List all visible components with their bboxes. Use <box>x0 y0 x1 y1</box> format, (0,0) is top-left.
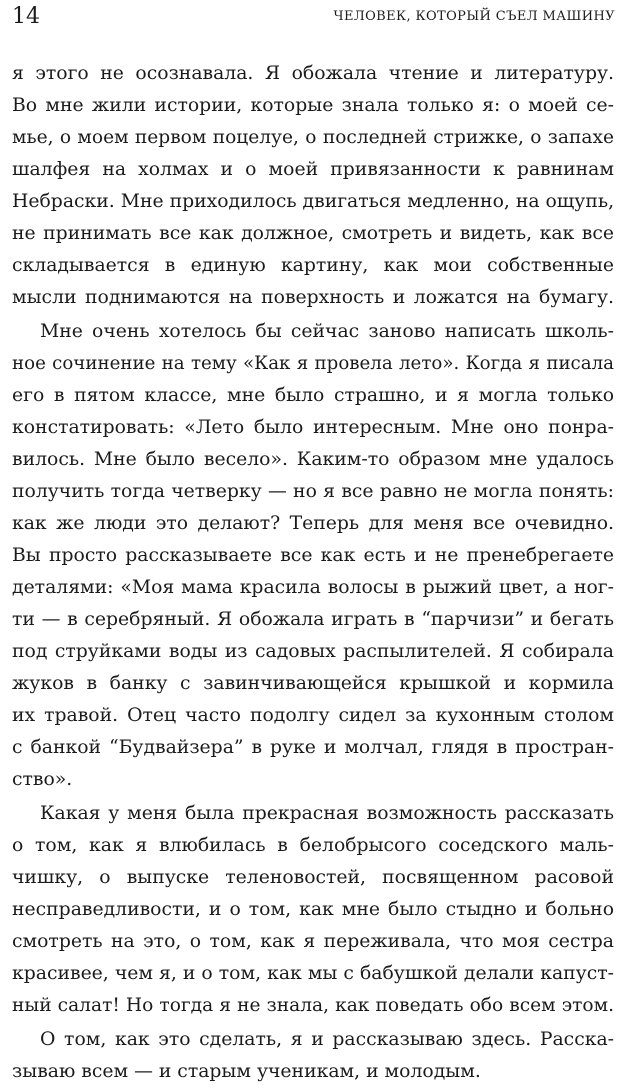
body-text <box>12 58 614 1088</box>
text-line: мысли поднимаются на поверхность и ложатся на бумагу. <box>12 287 614 308</box>
text-line: Мне очень хотелось бы сейчас заново написать школь- <box>40 321 614 342</box>
text-line: ный салат! Но тогда я не знала, как поведать обо всем этом. <box>12 995 614 1016</box>
paragraph-4 <box>12 1024 614 1088</box>
text-line: Небраски. Мне приходилось двигаться медленно, на ощупь, <box>12 191 614 212</box>
text-line: как же люди это делают? Теперь для меня все очевидно. <box>12 513 614 534</box>
text-line: смотреть на это, о том, как я переживала, что моя сестра <box>12 931 614 952</box>
text-line: вилось. Мне было весело». Каким-то образом мне удалось <box>12 449 614 470</box>
paragraph-2 <box>12 316 614 796</box>
text-line: шалфея на холмах и о моей привязанности к равнинам <box>12 159 614 180</box>
text-line: получить тогда четверку — но я все равно не могла понять: <box>12 481 614 502</box>
text-line: ное сочинение на тему «Как я провела лето». Когда я писала <box>12 353 614 374</box>
text-line: я этого не осознавала. Я обожала чтение и литературу. <box>12 63 614 84</box>
text-line: несправедливости, и о том, как мне было стыдно и больно <box>12 899 614 920</box>
text-line: красивее, чем я, и о том, как мы с бабушкой делали капуст- <box>12 963 614 984</box>
text-line: ство». <box>12 769 73 790</box>
running-title: ЧЕЛОВЕК, КОТОРЫЙ СЪЕЛ МАШИНУ <box>333 9 615 24</box>
text-line: Во мне жили истории, которые знала только я: о моей се- <box>12 95 614 116</box>
text-line: под струйками воды из садовых распылителей. Я собирала <box>12 641 614 662</box>
text-line: констатировать: «Лето было интересным. Мне оно понра- <box>12 417 614 438</box>
paragraph-1 <box>12 58 614 314</box>
text-line: о том, как я влюбилась в белобрысого соседского маль- <box>12 835 614 856</box>
text-line: О том, как это сделать, я и рассказываю здесь. Расска- <box>40 1029 614 1050</box>
page-number: 14 <box>12 4 40 29</box>
text-line: его в пятом классе, мне было страшно, и я могла только <box>12 385 614 406</box>
text-line: зываю всем — и старым ученикам, и молодым. <box>12 1061 481 1082</box>
text-line: не принимать все как должное, смотреть и видеть, как все <box>12 223 614 244</box>
text-line: Вы просто рассказываете все как есть и не пренебрегаете <box>12 545 614 566</box>
text-line: деталями: «Моя мама красила волосы в рыжий цвет, а ног- <box>12 577 614 598</box>
text-line: складывается в единую картину, как мои собственные <box>12 255 614 276</box>
text-line: ти — в серебряный. Я обожала играть в “парчизи” и бегать <box>12 609 614 630</box>
text-line: с банкой “Будвайзера” в руке и молчал, глядя в простран- <box>12 737 614 758</box>
text-line: жуков в банку с завинчивающейся крышкой и кормила <box>12 673 614 694</box>
text-line: Какая у меня была прекрасная возможность рассказать <box>40 803 614 824</box>
text-line: мье, о моем первом поцелуе, о последней стрижке, о запахе <box>12 127 614 148</box>
text-line: чишку, о выпуске теленовостей, посвященном расовой <box>12 867 614 888</box>
text-line: их травой. Отец часто подолгу сидел за кухонным столом <box>12 705 614 726</box>
paragraph-3 <box>12 798 614 1022</box>
